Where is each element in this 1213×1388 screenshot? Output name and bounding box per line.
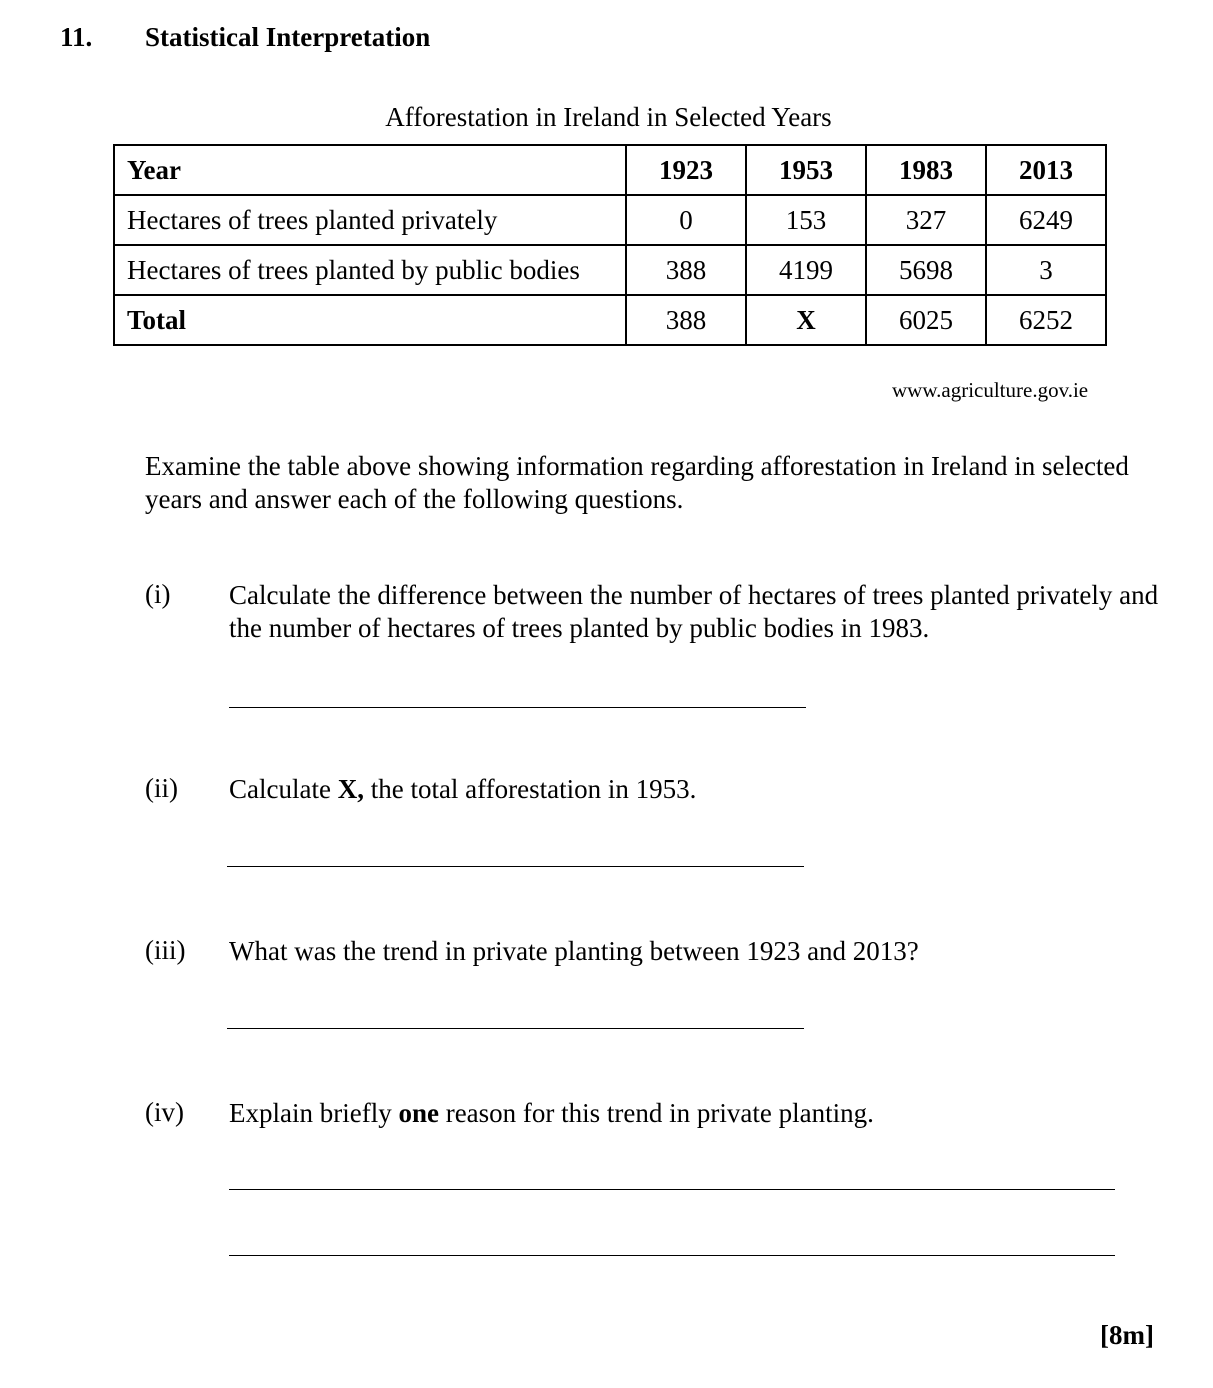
part-question: What was the trend in private planting between 1923 and 2013? — [229, 936, 919, 966]
part-question: Calculate the difference between the number of hectares of trees planted privately and the number of hectares of trees planted by public bodies in 1983. — [229, 580, 1159, 643]
part-question: Calculate X, the total afforestation in 1953. — [229, 774, 697, 804]
header-cell: 1923 — [626, 145, 746, 195]
table-cell: 5698 — [866, 245, 986, 295]
question-title: Statistical Interpretation — [145, 22, 431, 52]
table-cell: 0 — [626, 195, 746, 245]
table-cell: 6249 — [986, 195, 1106, 245]
part-label: (iv) — [145, 1097, 184, 1127]
source-citation: www.agriculture.gov.ie — [892, 378, 1089, 402]
header-cell: 1983 — [866, 145, 986, 195]
table-cell: 3 — [986, 245, 1106, 295]
answer-line[interactable] — [229, 707, 806, 708]
table-row — [114, 295, 1106, 345]
header-cell: 2013 — [986, 145, 1106, 195]
afforestation-table — [113, 144, 1107, 346]
answer-line[interactable] — [227, 866, 804, 867]
answer-line[interactable] — [227, 1028, 804, 1029]
table-row — [114, 245, 1106, 295]
part-label: (i) — [145, 579, 171, 609]
row-label: Hectares of trees planted privately — [114, 195, 626, 245]
table-cell: X — [746, 295, 866, 345]
part-question: Explain briefly one reason for this trend in private planting. — [229, 1098, 874, 1128]
table-cell: 153 — [746, 195, 866, 245]
part-label: (iii) — [145, 935, 186, 965]
table-cell: 388 — [626, 295, 746, 345]
question-number: 11. — [60, 22, 93, 52]
table-caption: Afforestation in Ireland in Selected Years — [385, 102, 832, 132]
header-cell: Year — [114, 145, 626, 195]
table-cell: 6252 — [986, 295, 1106, 345]
row-label: Total — [114, 295, 626, 345]
intro-text: Examine the table above showing information regarding afforestation in Ireland in selected years and answer each of the following questions. — [145, 451, 1129, 514]
table-cell: 388 — [626, 245, 746, 295]
table-cell: 6025 — [866, 295, 986, 345]
answer-line[interactable] — [229, 1255, 1115, 1256]
part-label: (ii) — [145, 773, 178, 803]
table-header-row — [114, 145, 1106, 195]
marks-label: [8m] — [1100, 1320, 1154, 1350]
table-row — [114, 195, 1106, 245]
table-cell: 4199 — [746, 245, 866, 295]
table-cell: 327 — [866, 195, 986, 245]
header-cell: 1953 — [746, 145, 866, 195]
row-label: Hectares of trees planted by public bodies — [114, 245, 626, 295]
answer-line[interactable] — [229, 1189, 1115, 1190]
